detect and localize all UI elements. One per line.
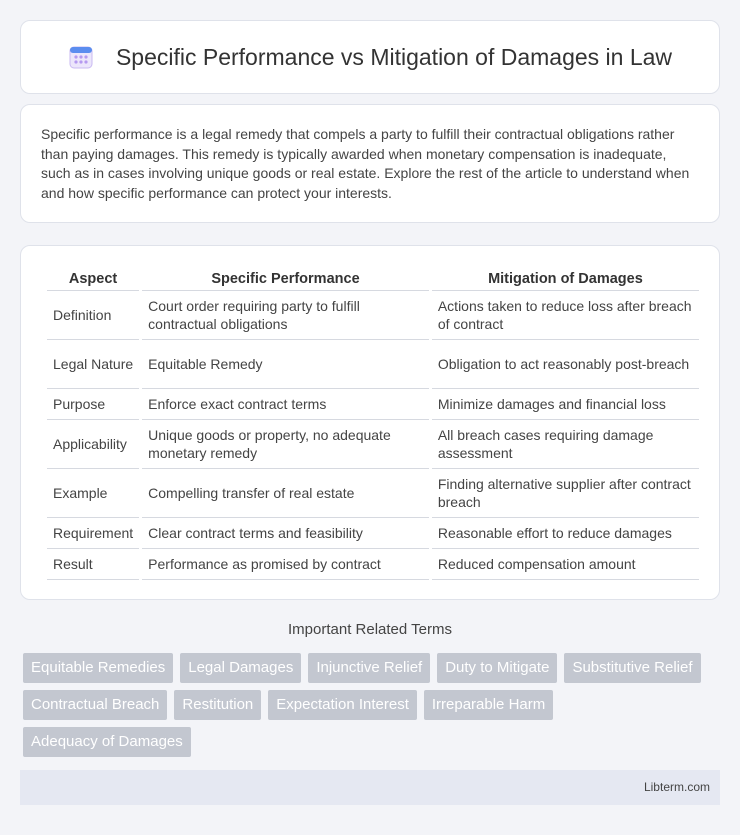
intro-paragraph: Specific performance is a legal remedy that compels a party to fulfill their contractual obligations rather than paying damages. This remedy is typically awarded when monetary compensation is inadequate, such as in cases involving unique goods or real estate. Explore the rest of the article to understand when and how specific performance can protect your interests. [41, 126, 690, 201]
row-aspect: Result [47, 548, 139, 580]
related-term-tag[interactable]: Expectation Interest [268, 690, 417, 720]
related-term-tag[interactable]: Injunctive Relief [308, 653, 430, 683]
intro-card [20, 104, 720, 223]
row-mitigation: Finding alternative supplier after contract breach [432, 468, 699, 517]
header-aspect: Aspect [68, 271, 118, 287]
footer [20, 770, 720, 805]
page-title: Specific Performance vs Mitigation of Damages in Law [115, 43, 673, 70]
row-aspect: Requirement [47, 517, 139, 548]
row-mitigation: Reasonable effort to reduce damages [432, 517, 699, 548]
footer-site-link[interactable]: Libterm.com [643, 780, 710, 794]
related-terms-title: Important Related Terms [288, 621, 452, 638]
row-specific-performance: Unique goods or property, no adequate monetary remedy [142, 419, 429, 468]
row-mitigation: Reduced compensation amount [432, 548, 699, 580]
table-row [47, 548, 699, 580]
row-specific-performance: Performance as promised by contract [142, 548, 429, 580]
comparison-card [20, 245, 720, 600]
related-term-tag[interactable]: Substitutive Relief [564, 653, 700, 683]
row-aspect: Purpose [47, 388, 139, 419]
table-row [47, 339, 699, 388]
row-aspect: Legal Nature [47, 339, 139, 388]
related-terms-list [23, 653, 723, 764]
header-specific-performance: Specific Performance [211, 271, 360, 287]
comparison-table [44, 266, 702, 580]
row-specific-performance: Clear contract terms and feasibility [142, 517, 429, 548]
related-term-tag[interactable]: Adequacy of Damages [23, 727, 191, 757]
related-term-tag[interactable]: Restitution [174, 690, 261, 720]
title-card [20, 20, 720, 94]
row-specific-performance: Court order requiring party to fulfill contractual obligations [142, 290, 429, 339]
row-specific-performance: Compelling transfer of real estate [142, 468, 429, 517]
related-term-tag[interactable]: Irreparable Harm [424, 690, 553, 720]
table-row [47, 290, 699, 339]
table-row [47, 388, 699, 419]
related-term-tag[interactable]: Duty to Mitigate [437, 653, 557, 683]
calendar-grid-icon [68, 44, 94, 70]
related-term-tag[interactable]: Legal Damages [180, 653, 301, 683]
row-specific-performance: Equitable Remedy [142, 339, 429, 388]
row-aspect: Definition [47, 290, 139, 339]
row-mitigation: Obligation to act reasonably post-breach [432, 339, 699, 388]
row-specific-performance: Enforce exact contract terms [142, 388, 429, 419]
row-mitigation: All breach cases requiring damage assessment [432, 419, 699, 468]
row-mitigation: Actions taken to reduce loss after breach of contract [432, 290, 699, 339]
header-mitigation-of-damages: Mitigation of Damages [488, 271, 643, 287]
row-aspect: Example [47, 468, 139, 517]
table-row [47, 419, 699, 468]
related-term-tag[interactable]: Equitable Remedies [23, 653, 173, 683]
row-mitigation: Minimize damages and financial loss [432, 388, 699, 419]
table-row [47, 517, 699, 548]
table-row [47, 468, 699, 517]
row-aspect: Applicability [47, 419, 139, 468]
related-term-tag[interactable]: Contractual Breach [23, 690, 167, 720]
table-header-row [47, 266, 699, 290]
